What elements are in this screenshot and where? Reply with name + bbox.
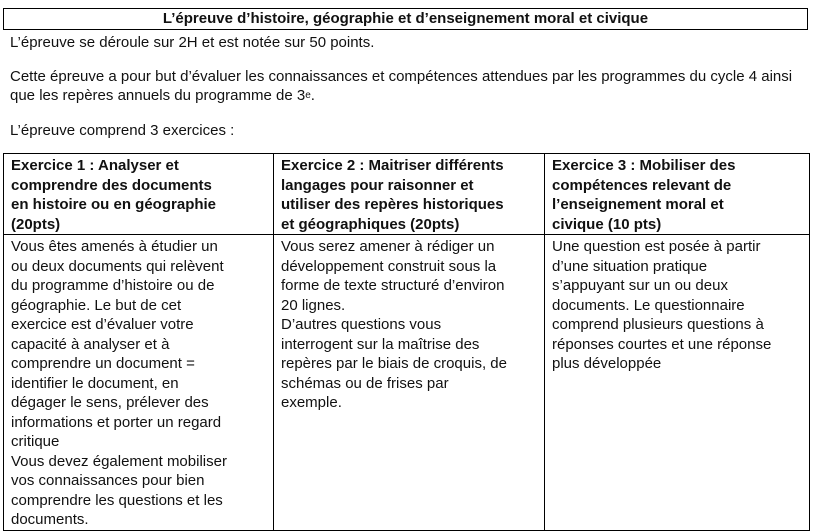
purpose-period: . [310, 87, 315, 104]
purpose-paragraph [10, 67, 800, 105]
exercise-2-heading: Exercice 2 : Maitriser différents langages pour raisonner et utiliser des repères historiques et géographiques (20pts) [274, 154, 545, 235]
exercises-description-row [4, 235, 810, 531]
exercise-1-description: Vous êtes amenés à étudier un ou deux documents qui relèvent du programme d’histoire ou de géographie. Le but de cet exercice est d’évaluer votre capacité à analyser et à comprendre un document = identifier le document, en dégager le sens, prélever des informations et porter un regard critique Vous devez également mobiliser vos connaissances pour bien comprendre les questions et les documents. [4, 235, 274, 531]
grade-superscript: e [305, 90, 311, 101]
exercise-3-description: Une question est posée à partir d’une situation pratique s’appuyant sur un ou deux documents. Le questionnaire comprend plusieurs questions à réponses courtes et une réponse plus développée [545, 235, 810, 531]
document-title: L’épreuve d’histoire, géographie et d’enseignement moral et civique [3, 8, 808, 30]
exercise-2-description: Vous serez amener à rédiger un développement construit sous la forme de texte structuré d’environ 20 lignes. D’autres questions vous interrogent sur la maîtrise des repères par le biais de croquis, de schémas ou de frises par exemple. [274, 235, 545, 531]
purpose-text: Cette épreuve a pour but d’évaluer les connaissances et compétences attendues par les programmes du cycle 4 ainsi que les repères annuels du programme de 3 [10, 68, 793, 104]
exercises-header-row [4, 154, 810, 235]
exercise-1-heading: Exercice 1 : Analyser et comprendre des documents en histoire ou en géographie (20pts) [4, 154, 274, 235]
duration-paragraph: L’épreuve se déroule sur 2H et est notée sur 50 points. [10, 34, 375, 51]
exercises-table [3, 153, 810, 531]
exercise-count-paragraph: L’épreuve comprend 3 exercices : [10, 122, 235, 139]
exercise-3-heading: Exercice 3 : Mobiliser des compétences relevant de l’enseignement moral et civique (10 pts) [545, 154, 810, 235]
